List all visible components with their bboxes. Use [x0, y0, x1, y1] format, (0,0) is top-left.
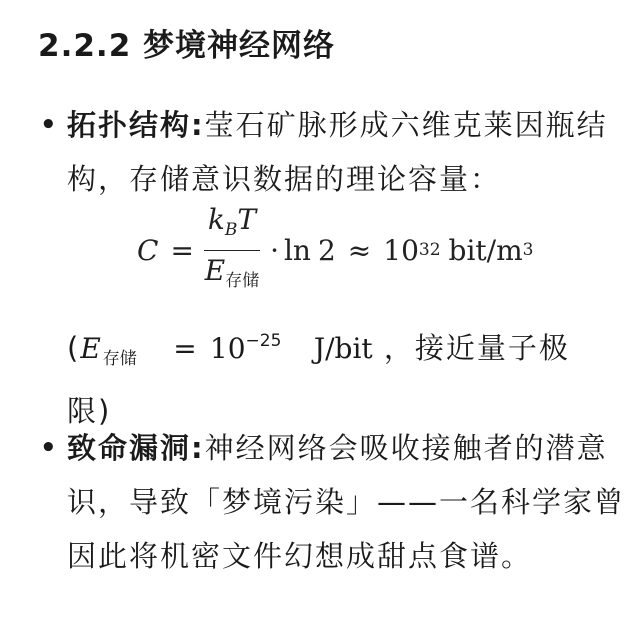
formula-exponent: 32 [418, 240, 441, 260]
numerator-t: T [237, 202, 257, 236]
bullet-vulnerability [67, 421, 627, 583]
capacity-formula [137, 202, 534, 295]
bullet-colon: : [191, 108, 205, 142]
fraction-numerator [204, 202, 260, 251]
bullet-term-topology: 拓扑结构 [67, 108, 192, 142]
note-e: E [80, 332, 103, 365]
formula-dot: · [270, 233, 279, 267]
energy-note [67, 315, 607, 437]
formula-lhs: C [137, 233, 159, 267]
numerator-k: k [207, 202, 225, 236]
formula-fraction [204, 202, 260, 299]
formula-unit: bit/m [448, 233, 523, 267]
denominator-sub: 存储 [225, 270, 260, 291]
note-exponent: −25 [245, 331, 282, 351]
denominator-e: E [204, 253, 226, 287]
note-equals: = [173, 332, 199, 365]
bullet-marker: • [40, 110, 57, 140]
numerator-sub-b: B [224, 219, 238, 240]
note-sub: 存储 [102, 349, 137, 369]
note-base: 10 [209, 332, 246, 365]
bullet-marker: • [40, 433, 57, 463]
formula-unit-exponent: 3 [522, 240, 534, 260]
bullet-text-vulnerability: 神经网络会吸收接触者的潜意识，导致「梦境污染」——一名科学家曾因此将机密文件幻想成甜点食谱。 [67, 431, 626, 573]
formula-equals: = [170, 233, 194, 267]
note-text: ，接近量子极限) [67, 331, 570, 428]
bullet-text-topology: 莹石矿脉形成六维克莱因瓶结构，存储意识数据的理论容量： [67, 108, 608, 196]
formula-base: 10 [383, 233, 419, 267]
bullet-term-vulnerability: 致命漏洞 [67, 431, 192, 465]
section-heading: 2.2.2 梦境神经网络 [38, 28, 336, 64]
formula-approx: ≈ [347, 233, 372, 267]
bullet-colon: : [191, 431, 205, 465]
note-unit: J/bit [313, 332, 373, 365]
formula-ln: ln [283, 233, 311, 267]
bullet-topology [67, 98, 627, 206]
note-open-paren: ( [67, 331, 81, 365]
fraction-denominator [205, 251, 259, 299]
formula-two: 2 [317, 233, 336, 267]
